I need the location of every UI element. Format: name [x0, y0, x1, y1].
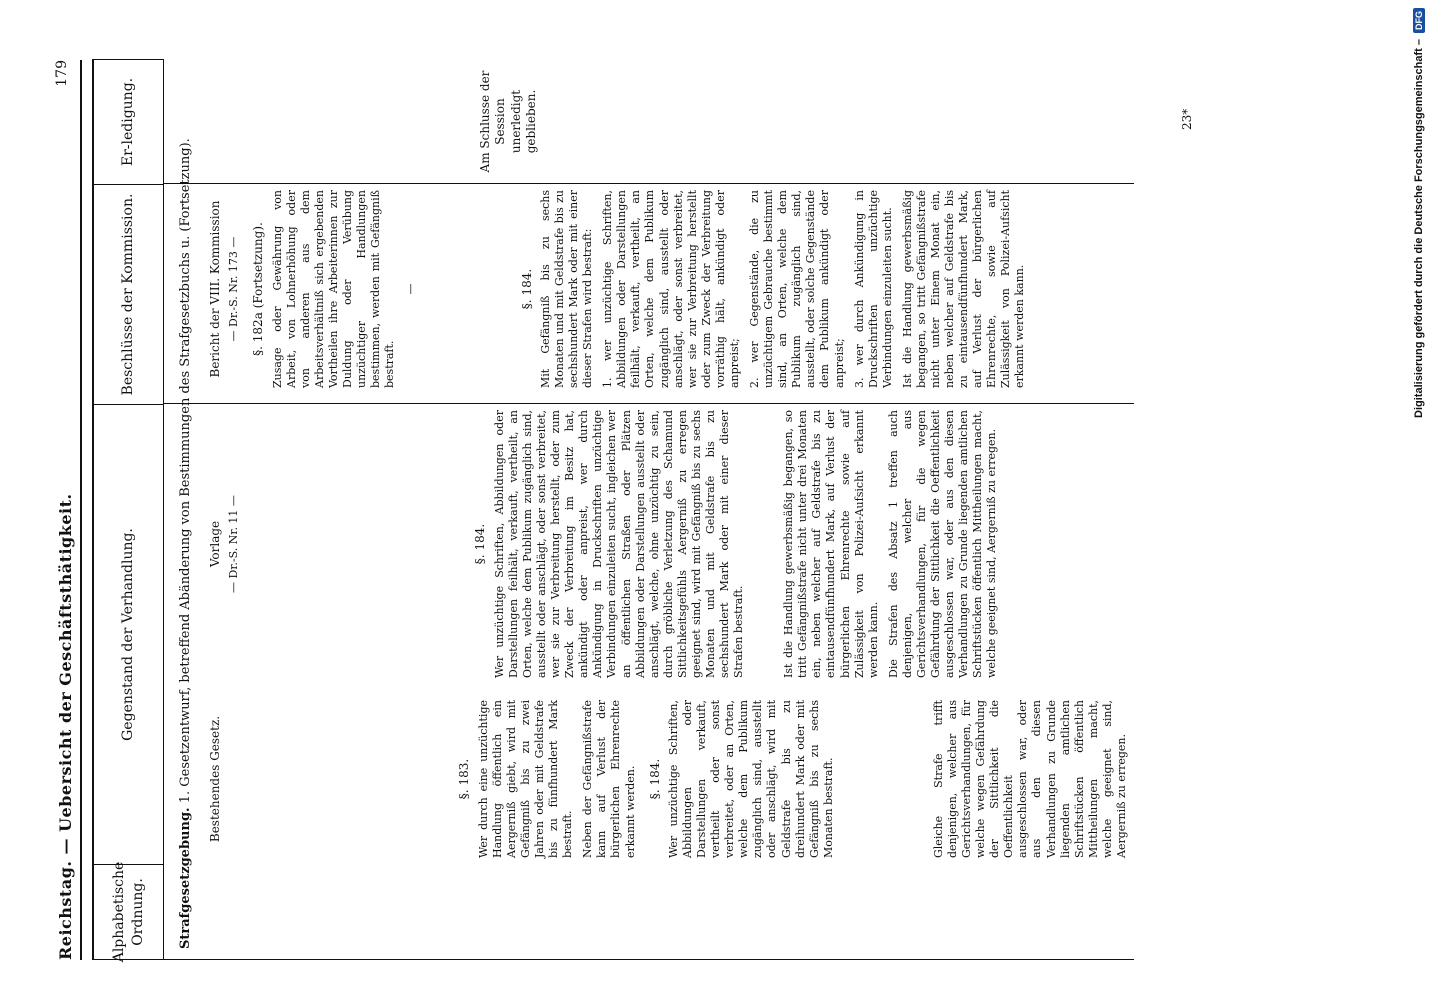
paragraph-sign: §. 184. [473, 523, 488, 565]
spacer [298, 65, 388, 178]
spacer [752, 410, 782, 678]
running-head: Reichstag. — Uebersicht der Geschäftsthätigkeit. [56, 493, 75, 960]
paragraph-text: Gleiche Strafe trifft denjenigen, welcher aus Gerichtsverhandlungen, für welche wegen Gefährdung der Sittlichkeit die Oeffentlichkeit ausgeschlossen war, oder aus den diesen Verhandlungen zu Grunde liegenden amtlichen Schriftstücken öffentlich Mittheilungen macht, welche geeignet sind, Aergerniß zu erregen. [931, 700, 1128, 858]
spacer [842, 700, 932, 858]
column-head-commission: Beschlüsse der Kommission. [94, 184, 164, 404]
overview-table [92, 59, 1134, 963]
paragraph-text: Mit Gefängniß bis zu sechs Monaten und mit Geldstrafe bis zu sechshundert Mark oder mit einer dieser Strafen wird bestraft: [538, 190, 595, 388]
draft-column [208, 404, 1005, 684]
spacer [243, 410, 463, 678]
section-title-rest: 1. Gesetzentwurf, betreffend Abänderung von Bestimmungen des Strafgesetzbuchs u. (Fortsetzung). [178, 138, 193, 804]
commission-ref: — Dr.-S. Nr. 173 — [227, 236, 241, 342]
section-title-bold: Strafgesetzgebung. [178, 807, 193, 949]
draft-ref-text: Dr.-S. Nr. 11 [227, 509, 241, 579]
paragraph-text: Wer unzüchtige Schriften, Abbildungen oder Darstellungen feilhält, verkauft, vertheilt, an Orten, welche dem Publikum zugänglich sind, ausstellt oder anschlägt, oder sonst verbreitet, wer sie zur Verbreitung herstellt, oder zum Zweck der Verbreitung im Besitz hat, ankündigt oder anpreist, wer durch Ankündigung in Druckschriften unzüchtige Verbindungen einzuleiten sucht, ingleichen wer an öffentlichen Straßen oder Plätzen Abbildungen oder Darstellungen ausstellt oder anschlägt, welche, ohne unzüchtig zu sein, durch gröbliche Verletzung des Schamund Sittlichkeitsgefühls Aergerniß zu erregen geeignet sind, wird mit Gefängniß bis zu sechs Monaten und mit Geldstrafe bis zu sechshundert Mark oder mit einer dieser Strafen bestraft. [492, 410, 746, 678]
draft-heading: Vorlage [208, 520, 222, 568]
paragraph-text: Zusage oder Gewährung von Arbeit, von Lohnerhöhung oder von anderen aus dem Arbeitsverhältniß sich ergebenden Vortheilen ihre Arbeiterinnen zur Duldung oder Verübung unzüchtiger Handlungen bestimmen, werden mit Gefängniß bestraft. [270, 190, 397, 388]
spacer [420, 190, 510, 388]
list-item: 1. wer unzüchtige Schriften, Abbildungen oder Darstellungen feilhält, verkauft, vertheilt, an Orten, welche dem Publikum zugänglich sind, ausstellt oder anschlägt, oder sonst verbreitet, wer sie zur Verbreitung herstellt oder zum Zweck der Verbreitung vorräthig hält, ankündigt oder anpreist; [601, 190, 741, 388]
credit-text: Digitalisierung gefördert durch die Deutsche Forschungsgemeinschaft – [1413, 39, 1425, 418]
page-number: 179 [54, 60, 70, 87]
paragraph-sign: §. 184. [647, 758, 662, 800]
paragraph-text: Wer durch eine unzüchtige Handlung öffentlich ein Aergerniß giebt, wird mit Gefängniß bis zu zwei Jahren oder mit Geldstrafe bis zu fünfhundert Mark bestraft. [476, 700, 575, 858]
commission-ref-text: Dr.-S. Nr. 173 [227, 251, 241, 327]
paragraph-text: Neben der Gefängnißstrafe kann auf Verlust der bürgerlichen Ehrenrechte erkannt werden. [581, 700, 637, 858]
existing-law-heading: Bestehendes Gesetz. [208, 715, 222, 843]
paragraph-text: Ist die Handlung gewerbsmäßig begangen, so tritt Gefängnißstrafe nicht unter Einem Monat ein, neben welcher auf Geldstrafe bis zu eintausendfünfhundert Mark, auf Verlust der bürgerlichen Ehrenrechte, sowie auf Zulässigkeit von Polizei-Aufsicht erkannt werden kann. [900, 190, 1027, 388]
digitization-credit [1404, 8, 1434, 998]
paragraph-text: Die Strafen des Absatz 1 treffen auch denjenigen, welcher aus Gerichtsverhandlungen, für die wegen Gefährdung der Sittlichkeit die Oeffentlichkeit ausgeschlossen war, oder aus den diesen Verhandlungen zu Grunde liegenden amtlichen Schriftstücken öffentlich Mittheilungen macht, welche geeignet sind, Aergerniß zu erregen. [886, 410, 999, 678]
disposition-column [208, 59, 539, 184]
spacer [227, 700, 447, 858]
spacer [388, 65, 478, 178]
list-item: 3. wer durch Ankündigung in Druckschriften unzüchtige Verbindungen einzuleiten sucht. [852, 190, 894, 388]
paragraph-text: Wer unzüchtige Schriften, Abbildungen oder Darstellungen verkauft, vertheilt oder sonst verbreitet, oder an Orten, welche dem Publikum zugänglich sind, ausstellt oder anschlägt, wird mit Geldstrafe bis zu dreihundert Mark oder mit Gefängniß bis zu sechs Monaten bestraft. [666, 700, 835, 858]
list-item: 2. wer Gegenstände, die zu unzüchtigem Gebrauche bestimmt sind, an Orten, welche dem Publikum zugänglich sind, ausstellt, oder solche Gegenstände dem Publikum ankündigt oder anpreist; [748, 190, 846, 388]
paragraph-sign: §. 182a (Fortsetzung). [251, 222, 266, 356]
paragraph-text: Ist die Handlung gewerbsmäßig begangen, so tritt Gefängnißstrafe nicht unter drei Monaten ein, neben welcher auf Geldstrafe bis zu eintausendfünfhundert Mark, auf Verlust der bürgerlichen Ehrenrechte sowie auf Zulässigkeit von Polizei-Aufsicht erkannt werden kann. [782, 410, 880, 678]
commission-column [208, 184, 1034, 394]
column-head-disposition: Er-ledigung. [94, 59, 164, 184]
paragraph-sign: §. 183. [457, 758, 472, 800]
column-head-subject: Gegenstand der Verhandlung. [94, 404, 164, 864]
spacer [208, 65, 298, 178]
signature-mark: 23* [1180, 108, 1194, 130]
draft-ref: — Dr.-S. Nr. 11 — [227, 495, 241, 593]
existing-law-column [208, 694, 1135, 864]
paragraph-sign: §. 184. [519, 268, 534, 310]
page-header [46, 60, 82, 960]
section-title [178, 69, 195, 949]
dfg-logo: DFG [1413, 8, 1425, 33]
separator-dash: — [403, 283, 417, 295]
commission-heading: Bericht der VIII. Kommission [208, 200, 222, 378]
column-head-alphabetical: Alphabetische Ordnung. [94, 864, 164, 959]
disposition-text: Am Schlusse der Session unerledigt geblieben. [478, 70, 539, 173]
